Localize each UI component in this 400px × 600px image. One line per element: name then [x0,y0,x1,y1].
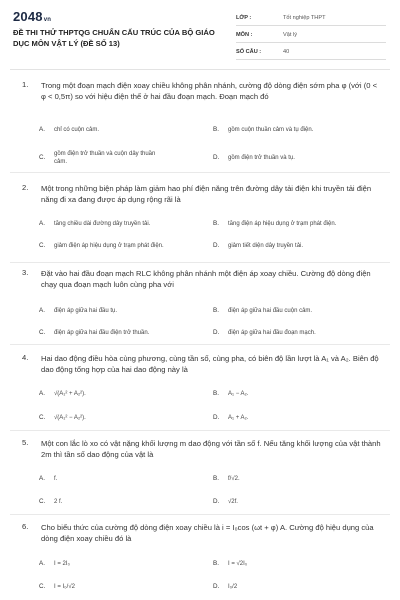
option-text: điện áp giữa hai đầu tụ. [54,308,118,314]
option-letter: D. [213,498,220,505]
option-text: I = 2I₀ [54,561,70,567]
option-text: điện áp giữa hai đầu cuộn cảm. [228,308,313,314]
option-letter: C. [39,498,46,505]
question-separator [10,172,390,173]
meta-row-count [236,46,386,60]
meta-label: LỚP : [236,15,252,21]
option-letter: B. [213,220,219,227]
question-number: 6. [22,522,29,531]
option-text: A₁ + A₂. [228,415,249,421]
meta-label: SỐ CÂU : [236,49,262,55]
option-letter: B. [213,126,219,133]
option-text: I = I₀/√2 [54,584,75,590]
question-text: Trong một đoạn mạch điện xoay chiều không phân nhánh, cường độ dòng điện sớm pha φ (với (0 < φ < 0,5π) so với hiệu điện thế ở hai đầu đoạn mạch. Đoạn mạch đó [41,81,378,101]
option-text: gồm cuộn thuần cảm và tụ điện. [228,127,314,133]
option-letter: D. [213,329,220,336]
option-text: giảm tiết diện dây truyền tải. [228,243,304,249]
question-separator [10,514,390,515]
option-text: √(A₁² + A₂²). [54,391,86,397]
option-letter: B. [213,475,219,482]
option-text: gồm điện trở thuần và tụ. [228,155,295,161]
question-number: 2. [22,183,29,192]
option-letter: B. [213,390,219,397]
exam-title: ĐỀ THI THỬ THPTQG CHUẨN CẤU TRÚC CỦA BỘ GIÁO DỤC MÔN VẬT LÝ (ĐỀ SỐ 13) [13,28,215,48]
option-text: √2f. [228,499,238,505]
question-separator [10,344,390,345]
meta-value: 40 [283,49,290,55]
option-text: f. [54,476,58,482]
option-text: điện áp giữa hai đầu điện trở thuần. [54,330,150,336]
logo-text: 2048 [13,9,43,24]
option-letter: C. [39,242,46,249]
option-letter: C. [39,583,46,590]
meta-row-subject [236,29,386,43]
option-text: I = √2I₀ [228,561,248,567]
option-letter: D. [213,583,220,590]
question-separator [10,430,390,431]
question-number: 5. [22,438,29,447]
option-letter: A. [39,560,45,567]
option-text: f/√2. [228,476,240,482]
option-text: tăng chiều dài đường dây truyền tải. [54,221,151,227]
option-text: 2 f. [54,499,63,505]
option-letter: D. [213,242,220,249]
option-text: I₀/2 [228,584,238,590]
option-letter: A. [39,475,45,482]
header-divider [10,69,390,70]
option-letter: A. [39,390,45,397]
option-letter: A. [39,220,45,227]
option-text: tăng điện áp hiệu dụng ở trạm phát điện. [228,221,337,227]
option-letter: D. [213,414,220,421]
meta-row-class [236,12,386,26]
option-letter: A. [39,307,45,314]
question-separator [10,262,390,263]
question-text: Một con lắc lò xo có vật nặng khối lượng m dao động với tần số f. Nếu tăng khối lượng của vật thành 2m thì tần số dao động của vật là [41,439,381,459]
exam-meta [236,12,386,63]
meta-label: MÔN : [236,32,253,38]
option-letter: A. [39,126,45,133]
site-logo[interactable] [13,9,51,24]
question-number: 1. [22,80,29,89]
question-text: Hai dao động điều hòa cùng phương, cùng tần số, cùng pha, có biên độ lần lượt là A₁ và A₂. Biên độ dao động tổng hợp của hai dao động này là [41,354,379,374]
meta-value: Vật lý [283,32,297,38]
option-letter: B. [213,560,219,567]
question-number: 4. [22,353,29,362]
option-letter: B. [213,307,219,314]
option-text: giảm điện áp hiệu dụng ở trạm phát điện. [54,243,164,249]
option-text: √(A₁² − A₂²). [54,415,86,421]
option-text: chỉ có cuộn cảm. [54,127,100,133]
exam-header [0,0,400,66]
option-text: gồm điện trở thuần và cuộn dây thuần cảm. [54,151,156,165]
option-text: A₁ − A₂. [228,391,249,397]
question-text: Cho biểu thức của cường độ dòng điện xoay chiều là i = I₀cos (ωt + φ) A. Cường độ hiệu dụng của dòng điện xoay chiều đó là [41,523,374,543]
logo-suffix: vn [43,17,52,23]
option-letter: C. [39,414,46,421]
option-letter: C. [39,329,46,336]
option-letter: C. [39,154,46,161]
question-number: 3. [22,268,29,277]
question-text: Đặt vào hai đầu đoạn mạch RLC không phân nhánh một điện áp xoay chiều. Cường độ dòng điện chạy qua đoạn mạch luôn cùng pha với [41,269,371,289]
option-letter: D. [213,154,220,161]
option-text: điện áp giữa hai đầu đoạn mạch. [228,330,316,336]
meta-value: Tốt nghiệp THPT [283,15,326,21]
question-text: Một trong những biện pháp làm giảm hao phí điện năng trên đường dây tải điện khi truyền tải điện năng đi xa đang được áp dụng rộng rãi là [41,184,372,204]
